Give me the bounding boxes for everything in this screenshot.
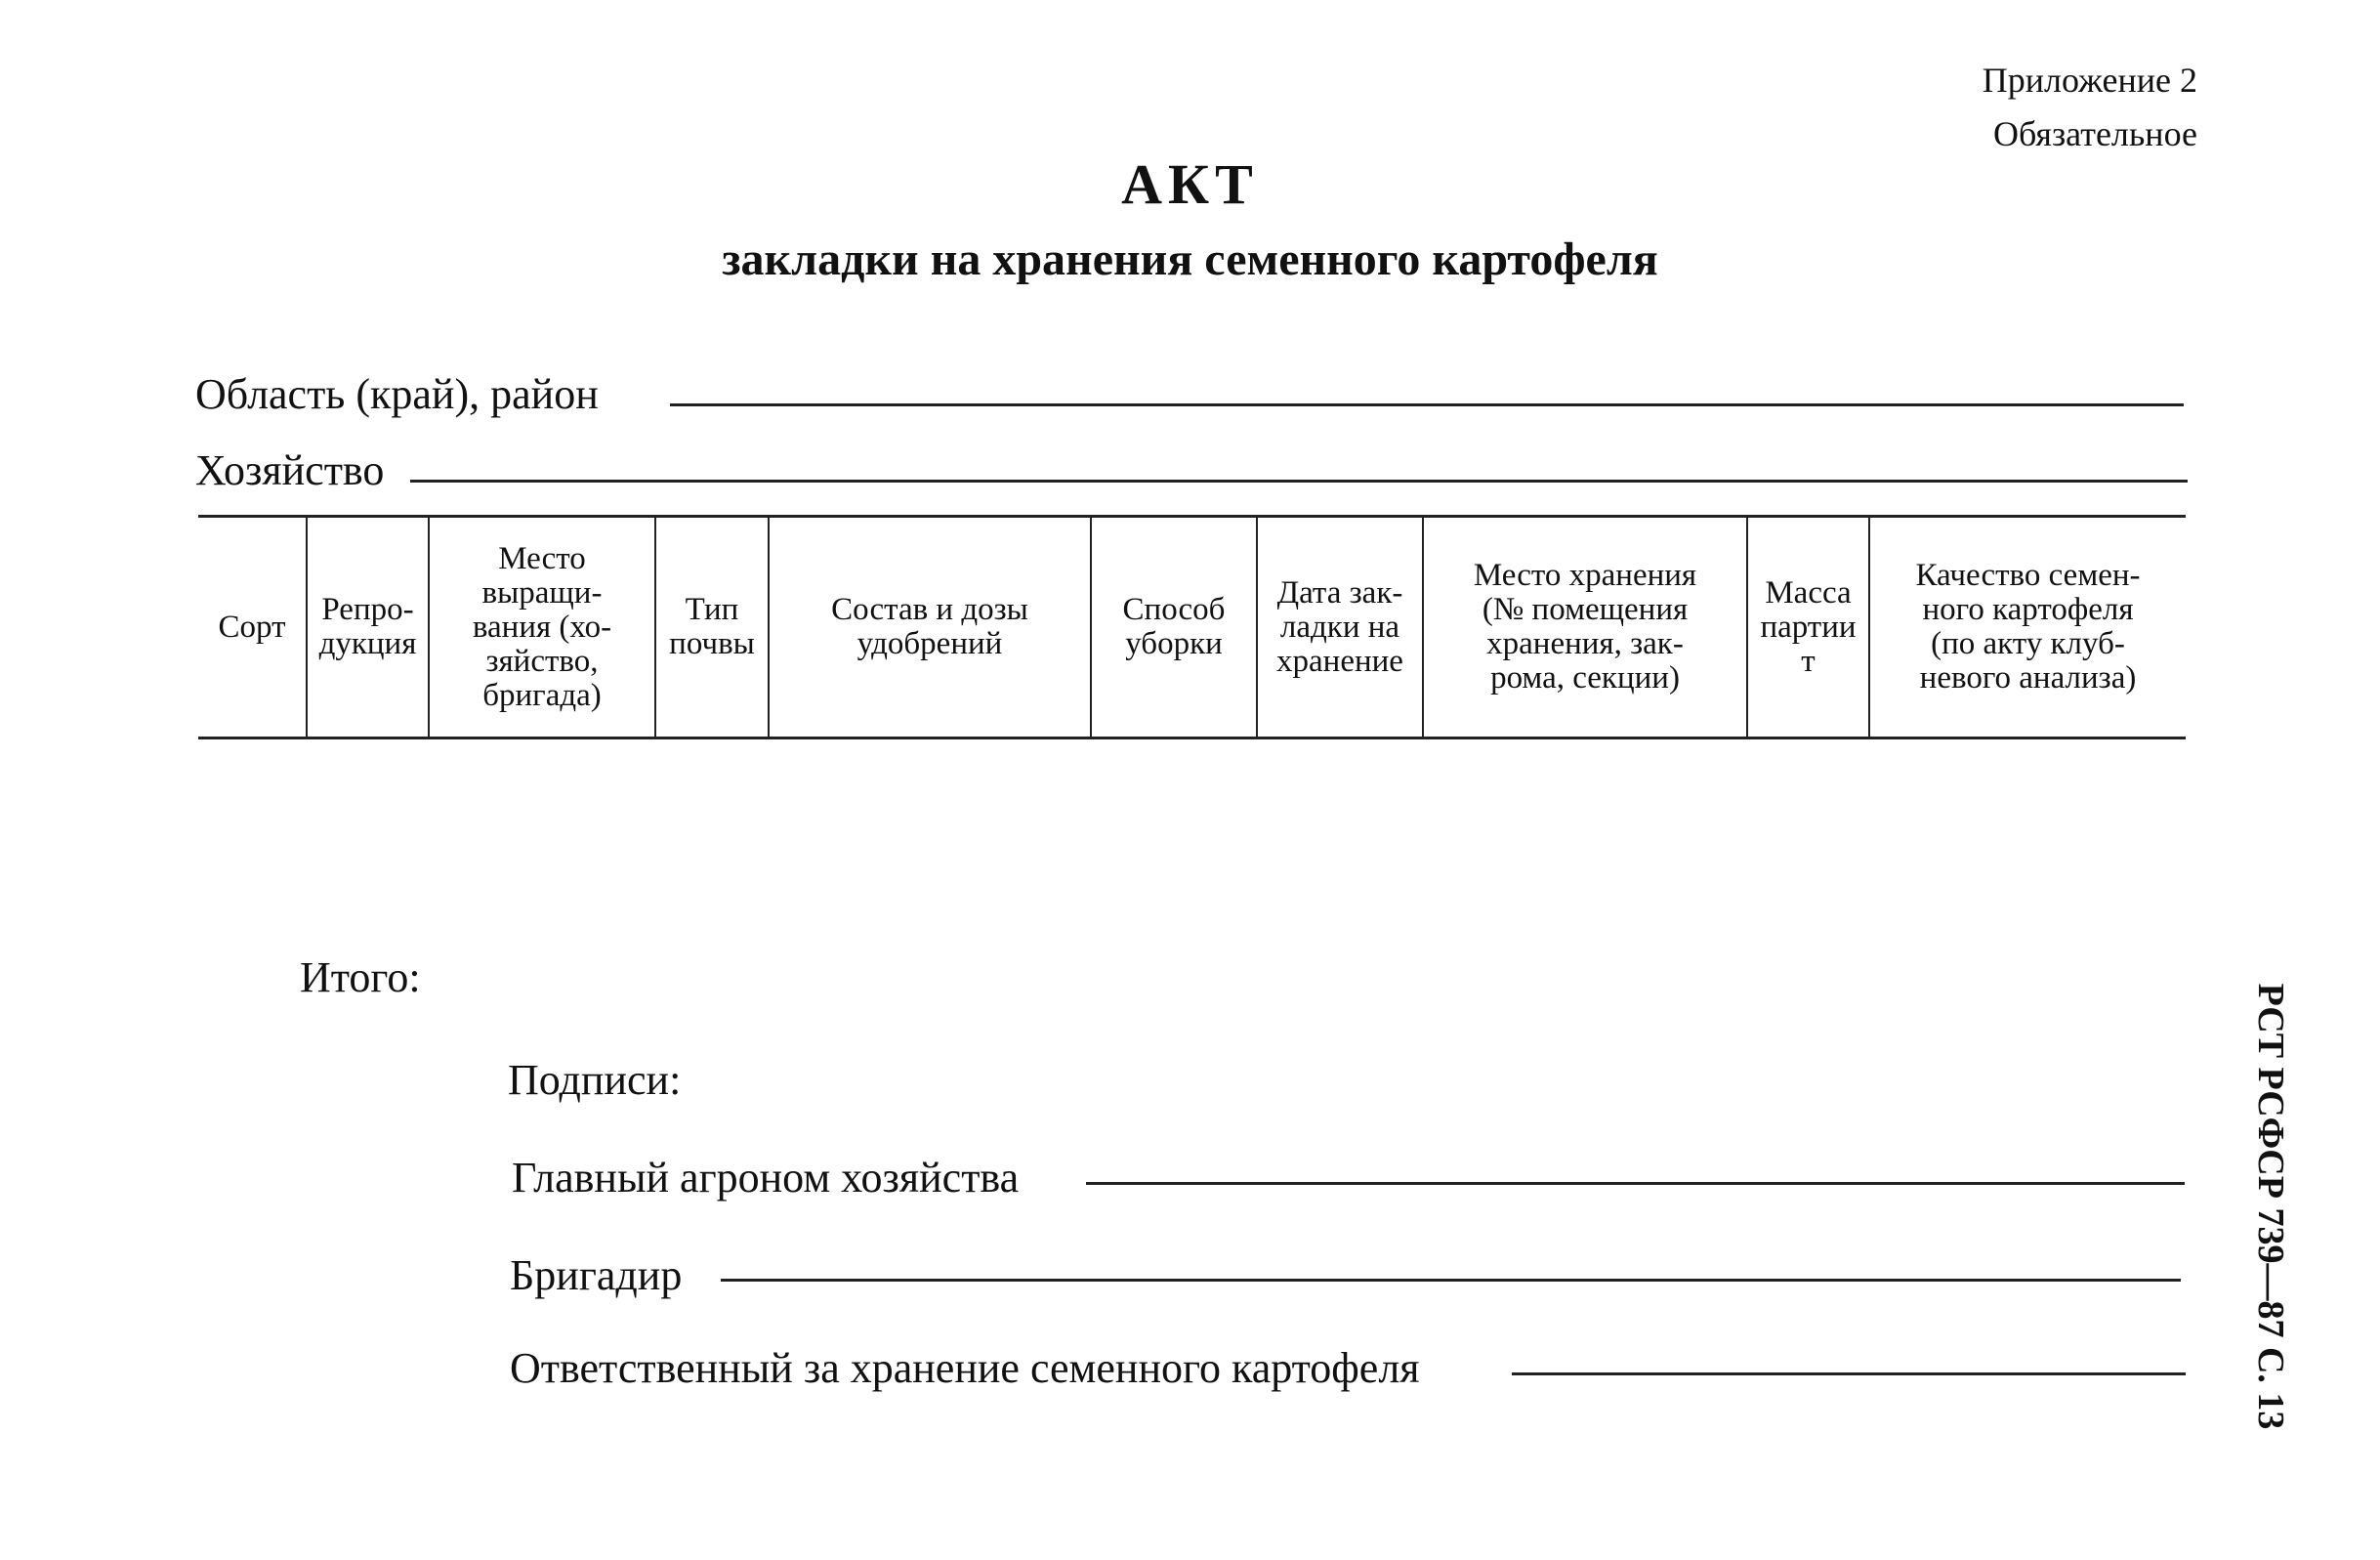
header-lot-mass: Масса партии т [1746, 518, 1868, 737]
signatures-heading: Подписи: [508, 1056, 682, 1104]
header-soil-type: Тип почвы [654, 518, 768, 737]
storage-responsible-signature-line[interactable] [1512, 1372, 2186, 1375]
farm-input-line[interactable] [410, 480, 2188, 483]
header-harvest-method: Способ уборки [1090, 518, 1256, 737]
standard-page-stamp [2232, 977, 2310, 1436]
region-input-line[interactable] [670, 403, 2184, 406]
storage-responsible-label: Ответственный за хранение семенного картофеля [510, 1344, 1420, 1392]
storage-table-header [198, 515, 2186, 739]
header-reproduction: Репро- дукция [306, 518, 428, 737]
appendix-status: Обязательное [1992, 114, 2197, 153]
appendix-label [1983, 54, 2197, 161]
header-growing-place: Место выращи- вания (хо- зяйство, бригада) [428, 518, 654, 737]
header-fertilizers: Состав и дозы удобрений [768, 518, 1090, 737]
brigadier-label: Бригадир [510, 1251, 683, 1299]
brigadier-signature-line[interactable] [721, 1279, 2181, 1282]
header-storage-place: Место хранения (№ помещения хранения, зак- рома, секции) [1422, 518, 1746, 737]
document-subtitle: закладки на хранения семенного картофеля [722, 233, 1658, 285]
header-storage-date: Дата зак- ладки на хранение [1256, 518, 1422, 737]
appendix-number: Приложение 2 [1982, 61, 2197, 100]
region-label: Область (край), район [195, 370, 599, 418]
chief-agronomist-signature-line[interactable] [1086, 1182, 2185, 1185]
farm-label: Хозяйство [195, 446, 385, 494]
total-label: Итого: [300, 953, 421, 1001]
header-seed-quality: Качество семен- ного картофеля (по акту клуб- невого анализа) [1868, 518, 2186, 737]
standard-page-stamp-text: РСТ РСФСР 739—87 С. 13 [2250, 983, 2291, 1430]
chief-agronomist-label: Главный агроном хозяйства [512, 1154, 1020, 1202]
header-variety: Сорт [218, 609, 286, 645]
document-title: АКТ [1121, 152, 1259, 216]
